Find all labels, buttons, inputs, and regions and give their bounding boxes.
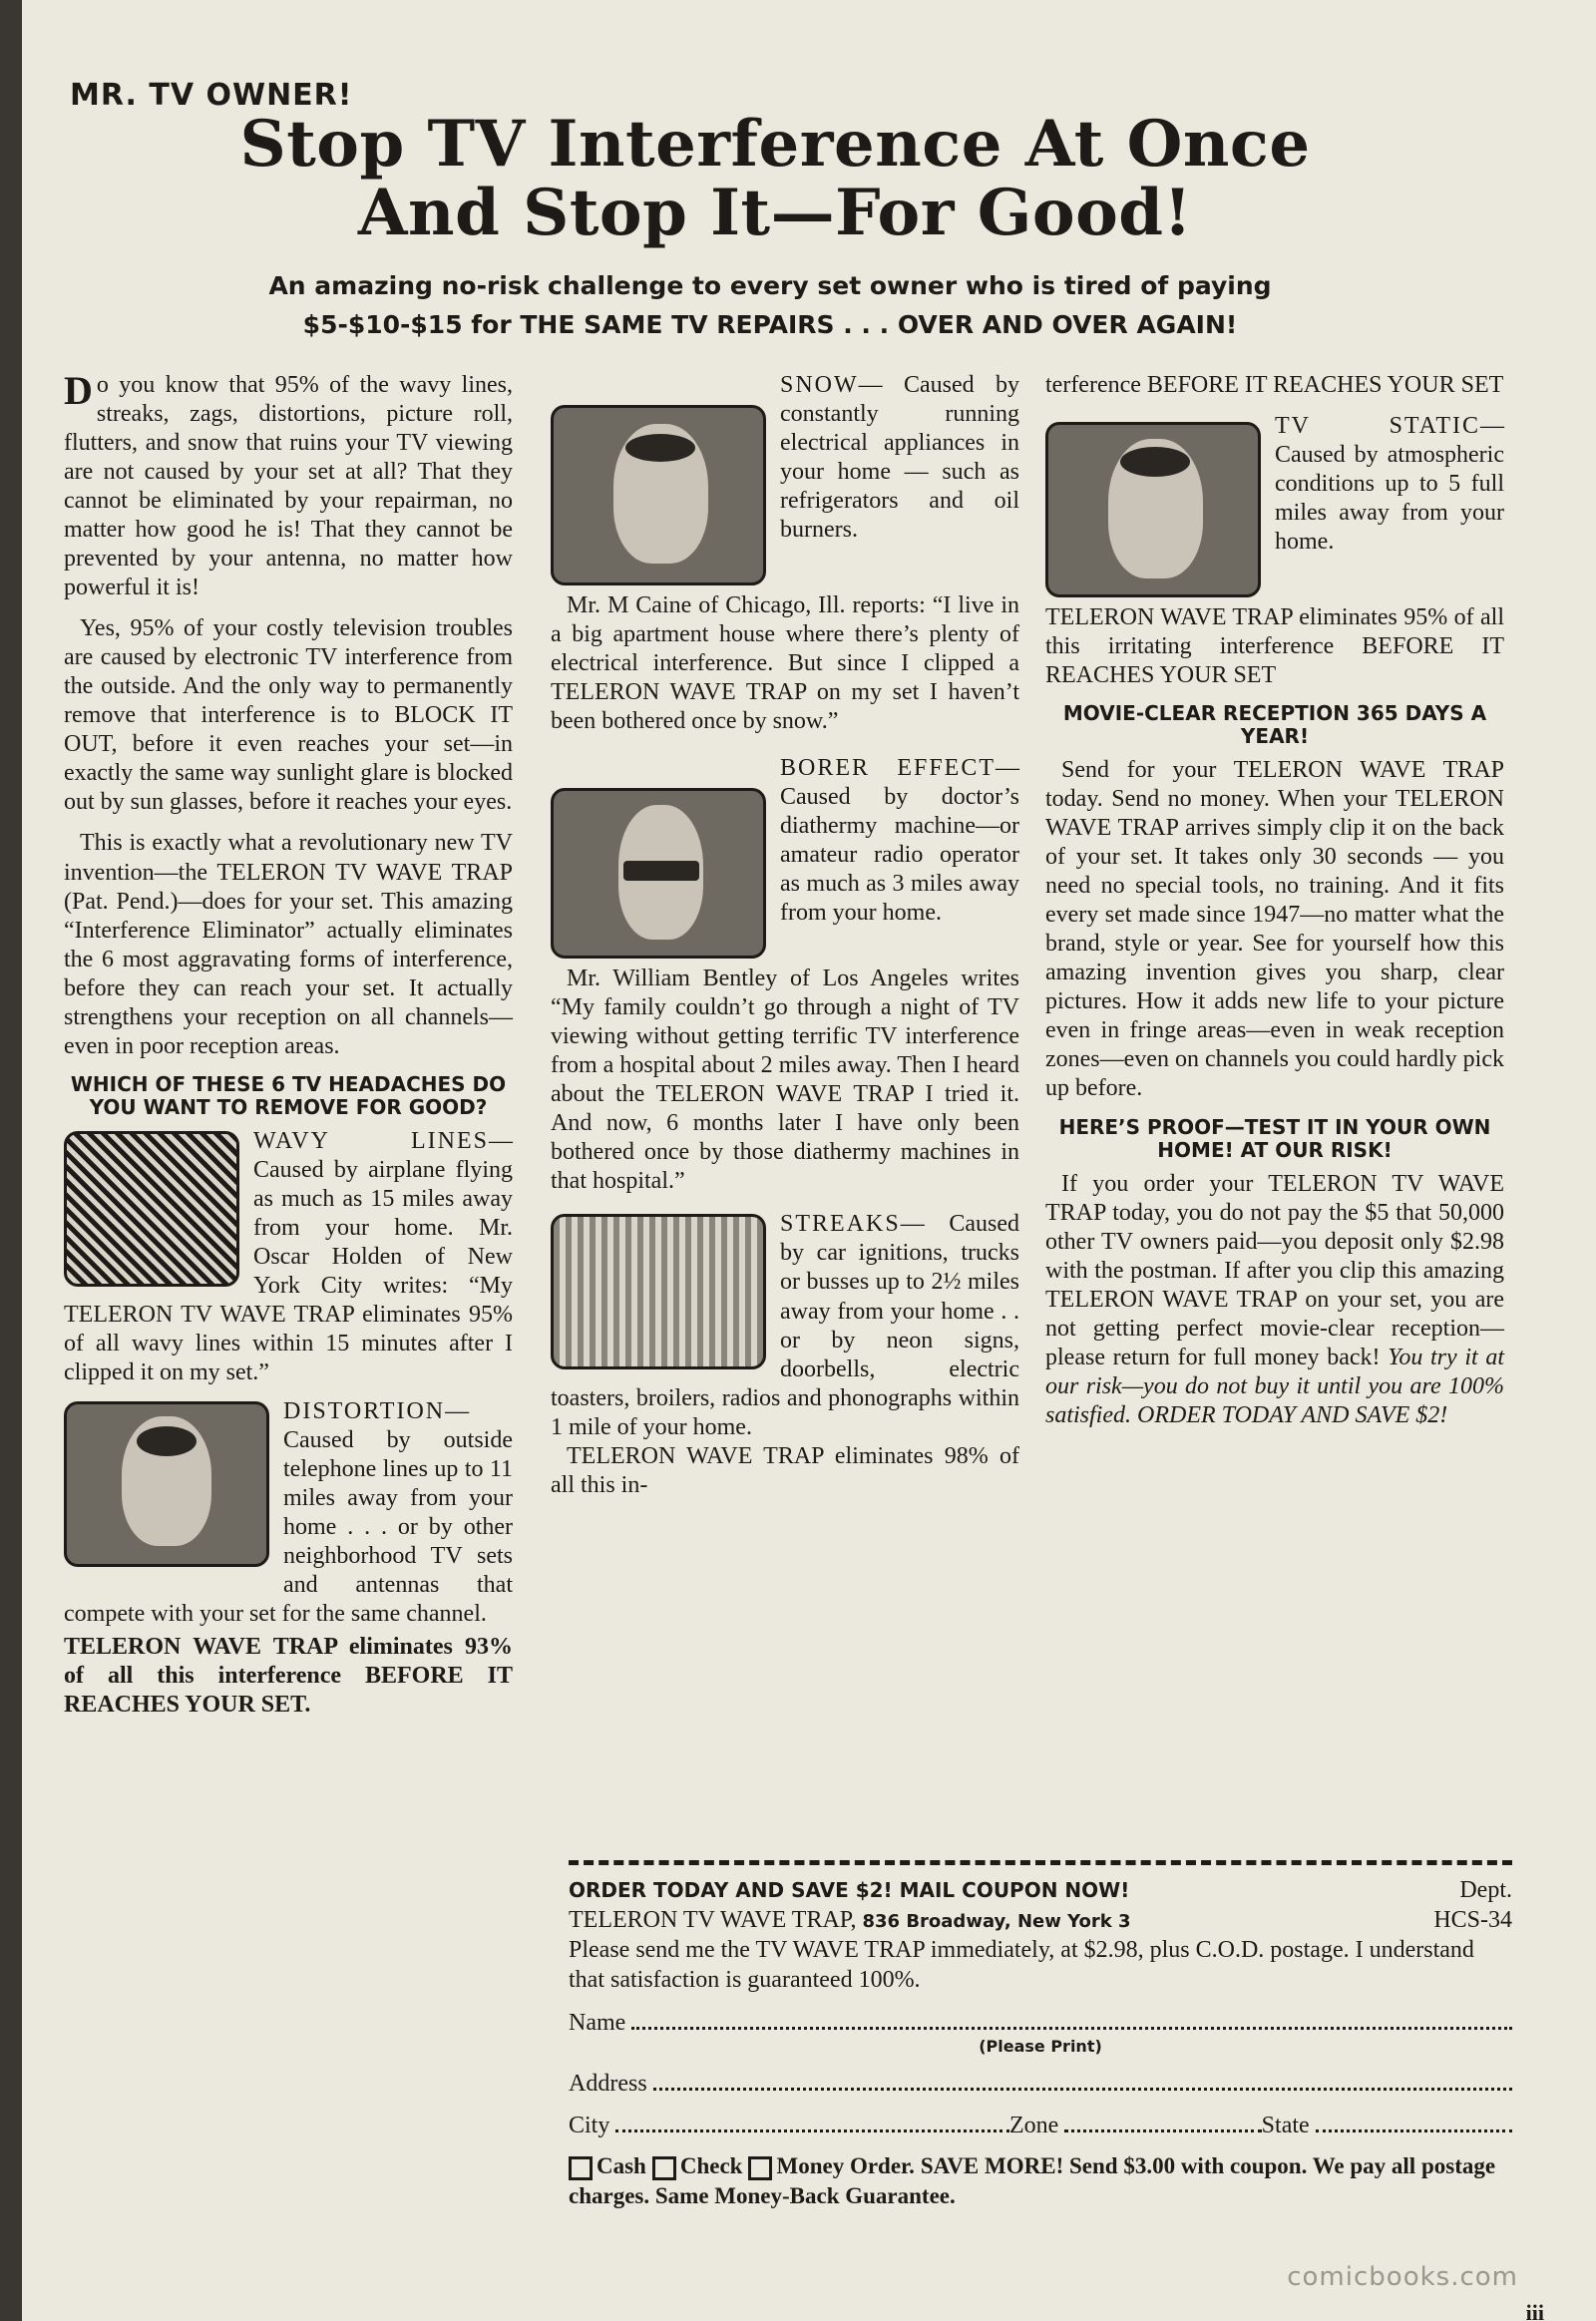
address-label: Address (569, 2071, 647, 2097)
money-order-checkbox[interactable] (748, 2156, 772, 2180)
headline-line-2: And Stop It—For Good! (357, 176, 1193, 251)
snow-tv-image (551, 405, 766, 585)
streaks-title: STREAKS (780, 1211, 901, 1238)
static-result: TELERON WAVE TRAP eliminates 95% of all this irritating interference BEFORE IT REACHES YOUR SET (1045, 604, 1504, 689)
coupon-dept: Dept. (1459, 1877, 1512, 1903)
name-field[interactable] (569, 2009, 1512, 2037)
static-tv-image (1045, 422, 1261, 597)
proof-text (1045, 1170, 1504, 1430)
city-zone-state-field[interactable] (569, 2112, 1512, 2139)
static-text: — Caused by atmospheric conditions up to 5 full miles away from your home. (1275, 413, 1504, 556)
proof-body: If you order your TELERON TV WAVE TRAP today, you do not pay the $5 that 50,000 other TV owners paid—you deposit only $2.98 with the postman. If after you clip this amazing TELERON WAVE TRAP on your set, you are not getting perfect movie-clear reception—please return for full money back! (1045, 1170, 1504, 1370)
borer-title: BORER EFFECT (780, 755, 996, 782)
order-coupon (569, 1860, 1512, 2211)
headaches-heading: WHICH OF THESE 6 TV HEADACHES DO YOU WANT TO REMOVE FOR GOOD? (70, 1071, 507, 1119)
streaks-result: TELERON WAVE TRAP eliminates 98% of all this in- (551, 1442, 1019, 1498)
column-2 (551, 371, 1019, 1512)
coupon-company: TELERON TV WAVE TRAP, (569, 1907, 857, 1933)
borer-item (551, 754, 1019, 928)
intro-text: o you know that 95% of the wavy lines, streaks, zags, distortions, picture roll, flutters, and snow that ruins your TV viewing are not caused by your set at all? That they cannot be eliminated by your repairman, no matter how good he is! That they cannot be prevented by your antenna, no matter how powerful it is! (64, 372, 513, 601)
subheadline-line-1: An amazing no-risk challenge to every set owner who is tired of paying (268, 271, 1272, 300)
movie-clear-text: Send for your TELERON WAVE TRAP today. Send no money. When your TELERON WAVE TRAP arrives simply clip it on the back of your set. It takes only 30 seconds — you need no special tools, no training. And it fits every set made since 1947—no matter what the brand, style or year. See for yourself how this amazing invention gives you sharp, clear pictures. How it adds new life to your picture even in fringe areas—even in weak reception zones—even on channels you could hardly pick up before. (1045, 757, 1504, 1102)
cash-checkbox[interactable] (569, 2156, 593, 2180)
streaks-tv-image (551, 1214, 766, 1369)
paragraph-2: Yes, 95% of your costly television troubles are caused by electronic TV interference from the outside. And the only way to permanently remove that interference is to BLOCK IT OUT, before it even reaches your set—in exactly the same way sunlight glare is blocked out by sun glasses, before it reaches your eyes. (64, 615, 513, 816)
city-label: City (569, 2113, 610, 2138)
distortion-result: TELERON WAVE TRAP eliminates 93% of all this interference BEFORE IT REACHES YOUR SET. (64, 1634, 513, 1719)
borer-tv-image (551, 788, 766, 959)
city-line[interactable] (615, 2112, 1009, 2132)
caine-testimonial: Mr. M Caine of Chicago, Ill. reports: “I live in a big apartment house where there’s plenty of electrical interference. But since I clipped a TELERON WAVE TRAP on my set I haven’t been bothered once by snow.” (551, 592, 1019, 735)
coupon-address: 836 Broadway, New York 3 (862, 1911, 1131, 1932)
address-line[interactable] (653, 2070, 1512, 2091)
cash-option[interactable] (569, 2153, 646, 2178)
static-title: TV STATIC (1275, 413, 1480, 440)
distortion-item (64, 1397, 513, 1629)
paragraph-3: This is exactly what a revolutionary new TV invention—the TELERON TV WAVE TRAP (Pat. Pend.)—does for your set. This amazing “Interference Eliminator” actually eliminates the 6 most aggravating forms of interference, before they can reach your set. It actually strengthens your reception on all channels—even in poor reception areas. (64, 830, 513, 1059)
subheadline-line-2: $5-$10-$15 for THE SAME TV REPAIRS . . . OVER AND OVER AGAIN! (302, 309, 1238, 339)
wavy-lines-item (64, 1127, 513, 1387)
save-more-text: SAVE MORE! Send $3.00 with coupon. We pay all postage charges. Same Money-Back Guarantee. (569, 2153, 1496, 2208)
snow-text: — Caused by constantly running electrical appliances in your home — such as refrigerators and oil burners. (780, 372, 1019, 544)
cash-label: Cash (597, 2153, 646, 2178)
kicker: MR. TV OWNER! (70, 78, 353, 113)
wavy-lines-text: — Caused by airplane flying as much as 15 miles away from your home. Mr. Oscar Holden of New York City writes: “My TELERON TV WAVE TRAP eliminates 95% of all wavy lines within 15 minutes after I clipped it on my set.” (64, 1127, 513, 1385)
money-order-label: Money Order. (776, 2153, 915, 2178)
subheadline (112, 267, 1428, 345)
snow-item (551, 371, 1019, 545)
coupon-cut-line (569, 1860, 1512, 1865)
column-1 (64, 368, 513, 1732)
static-item (1045, 412, 1504, 557)
check-option[interactable] (652, 2153, 743, 2178)
print-note: (Please Print) (979, 2037, 1102, 2056)
name-line[interactable] (631, 2009, 1512, 2030)
state-line[interactable] (1316, 2112, 1512, 2132)
distortion-text: —Caused by outside telephone lines up to 11 miles away from your home . . . or by other neighborhood TV sets and antennas that compete with your set for the same channel. (64, 1398, 513, 1628)
payment-options (569, 2151, 1512, 2211)
zone-label: Zone (1009, 2113, 1059, 2138)
coupon-code: HCS-34 (1433, 1907, 1512, 1933)
streaks-text: — Caused by car ignitions, trucks or busses up to 2½ miles away from your home . . or by neon signs, doorbells, electric toasters, broilers, radios and phonographs within 1 mile of your home. (551, 1211, 1019, 1440)
distortion-tv-image (64, 1401, 269, 1567)
address-field[interactable] (569, 2070, 1512, 2098)
state-label: State (1261, 2113, 1310, 2138)
money-order-option[interactable] (748, 2153, 914, 2178)
distortion-title: DISTORTION (283, 1398, 446, 1424)
coupon-heading: ORDER TODAY AND SAVE $2! MAIL COUPON NOW! (569, 1878, 1130, 1902)
proof-heading: HERE’S PROOF—TEST IT IN YOUR OWN HOME! AT OUR RISK! (1058, 1114, 1491, 1162)
coupon-body: Please send me the TV WAVE TRAP immediately, at $2.98, plus C.O.D. postage. I understand that satisfaction is guaranteed 100%. (569, 1937, 1474, 1993)
name-label: Name (569, 2010, 626, 2036)
borer-text: — Caused by doctor’s diathermy machine—or amateur radio operator as much as 3 miles away from your home. (780, 755, 1019, 927)
intro-paragraph (64, 368, 513, 602)
streaks-item (551, 1210, 1019, 1441)
coupon-company-row (569, 1905, 1512, 1935)
snow-title: SNOW (780, 372, 859, 398)
watermark: comicbooks.com (1287, 2262, 1518, 2292)
column-3 (1045, 371, 1504, 1442)
wavy-lines-tv-image (64, 1131, 239, 1287)
headline-line-1: Stop TV Interference At Once (239, 107, 1311, 182)
page-number: iii (1525, 2300, 1544, 2321)
check-checkbox[interactable] (652, 2156, 676, 2180)
headline (62, 107, 1488, 251)
check-label: Check (679, 2153, 743, 2178)
movie-clear-heading: MOVIE-CLEAR RECEPTION 365 DAYS A YEAR! (1062, 701, 1487, 749)
wavy-lines-title: WAVY LINES (253, 1127, 489, 1154)
streaks-continuation: terference BEFORE IT REACHES YOUR SET (1045, 372, 1504, 398)
coupon-header-row (569, 1875, 1512, 1905)
drop-cap: D (64, 368, 93, 413)
proof-italic: You try it at our risk—you do not buy it until you are 100% satisfied. ORDER TODAY AND SAVE $2! (1045, 1344, 1505, 1428)
coupon-company-line (569, 1905, 1131, 1935)
magazine-page (22, 0, 1596, 2321)
bentley-testimonial: Mr. William Bentley of Los Angeles writes “My family couldn’t go through a night of TV viewing without getting terrific TV interference from a hospital about 2 miles away. Then I heard about the TELERON WAVE TRAP I tried it. And now, 6 months later I have only been bothered once by those diathermy machines in that hospital.” (551, 966, 1019, 1195)
zone-line[interactable] (1064, 2112, 1261, 2132)
